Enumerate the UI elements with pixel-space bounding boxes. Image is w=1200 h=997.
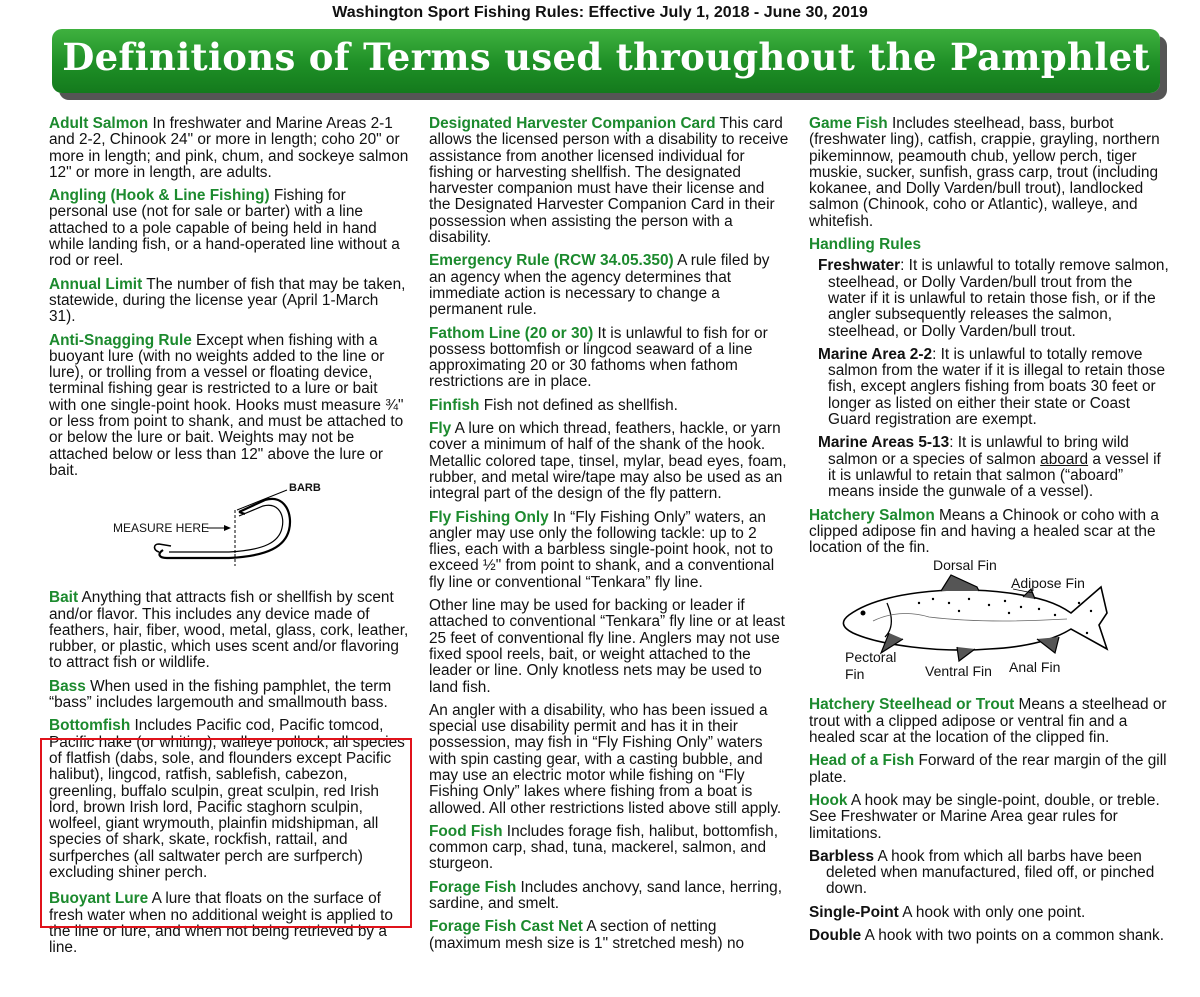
term: Adult Salmon xyxy=(49,115,149,132)
definition: Anything that attracts fish or shellfish by scent and/or flavor. This includes any device made of feathers, hair, fiber, wood, metal, glass, cork, leather, rubber, or plastic, which uses scent and/or flavoring to attract fish or wildlife. xyxy=(49,589,409,672)
entry-head-of-fish xyxy=(809,753,1171,786)
paragraph-disability: An angler with a disability, who has been issued a special use disability permit and has it in their possession, may fish in “Fly Fishing Only” waters with spin casting gear, with a casting bubble, and may use an electric motor while fishing on “Fly Fishing Only” lakes where fishing from a boat is allowed. All other restrictions listed above still apply. xyxy=(429,701,782,817)
entry-game-fish xyxy=(809,116,1171,230)
definition: Means a steelhead or trout with a clipped adipose or ventral fin and a healed scar at the location of the clipped fin. xyxy=(809,696,1167,747)
term: Fly Fishing Only xyxy=(429,508,549,526)
definition: Fish not defined as shellfish. xyxy=(479,396,678,414)
entry-bait xyxy=(49,590,409,671)
term: Annual Limit xyxy=(49,275,143,293)
definition: A hook with only one point. xyxy=(898,903,1086,921)
label-ventral-fin: Ventral Fin xyxy=(925,663,992,680)
entry-fathom-line xyxy=(429,326,789,391)
entry-food-fish xyxy=(429,824,789,873)
hook-barb-label: BARB xyxy=(289,482,321,495)
term: Hatchery Steelhead or Trout xyxy=(809,696,1015,714)
definition: A hook may be single-point, double, or treble. See Freshwater or Marine Area gear rules for limitations. xyxy=(809,791,1160,842)
hook-type-barbless xyxy=(809,849,1171,898)
entry-emergency-rule xyxy=(429,253,789,318)
entry-forage-fish-cast-net xyxy=(429,919,789,952)
definition: A hook with two points on a common shank. xyxy=(861,926,1165,944)
entry-hook xyxy=(809,793,1171,842)
definition: A section of netting (maximum mesh size is 1" stretched mesh) no xyxy=(429,918,745,952)
handling-freshwater xyxy=(818,258,1171,339)
definition: A lure on which thread, feathers, hackle, or yarn cover a minimum of half of the shank of the hook. Metallic colored tape, tinsel, mylar, bead eyes, foam, rubber, and metal wire/tape may also be used as an integral part of the design of the fly pattern. xyxy=(429,420,787,503)
definition: This card allows the licensed person with a disability to receive assistance from another licensed individual for fishing or harvesting shellfish. The designated harvester companion must have their license and the Designated Harvester Companion Card in their possession when assisting the person with a disability. xyxy=(429,115,789,247)
definition: Includes Pacific cod, Pacific tomcod, Pacific hake (or whiting), walleye pollock, all species of flatfish (dabs, sole, and flounders except Pacific halibut), lingcod, ratfish, sablefish, cabezon, greenling, buffalo sculpin, great sculpin, red Irish lord, brown Irish lord, Pacific staghorn sculpin, wolfeel, giant wrymouth, plainfin midshipman, all species of shark, skate, rockfish, rattail, and surfperches (all saltwater perch are surfperch) excluding shiner perch. xyxy=(49,717,405,881)
entry-bass xyxy=(49,679,409,712)
definition: a vessel if it is unlawful to retain that salmon (“aboard” means inside the gunwale of a vessel). xyxy=(828,450,1161,501)
label-dorsal-fin: Dorsal Fin xyxy=(933,557,997,574)
entry-handling-rules xyxy=(809,237,1171,253)
term: Forage Fish Cast Net xyxy=(429,918,583,936)
label-anal-fin: Anal Fin xyxy=(1009,659,1061,676)
term: Anti-Snagging Rule xyxy=(49,331,192,349)
hook-type-single-point xyxy=(809,905,1171,921)
subterm: Marine Area 2-2 xyxy=(818,345,933,363)
definition: When used in the fishing pamphlet, the term “bass” includes largemouth and smallmouth bass. xyxy=(49,677,392,712)
definition: In freshwater and Marine Areas 2-1 and 2-2, Chinook 24" or more in length; coho 20" or more in length; and pink, chum, and sockeye salmon 12" or more in length, are adults. xyxy=(49,115,409,181)
term: Hatchery Salmon xyxy=(809,506,935,524)
entry-forage-fish xyxy=(429,880,789,913)
bottomfish-highlight-box xyxy=(40,738,412,928)
entry-hatchery-steelhead xyxy=(809,697,1171,746)
term: Fathom Line (20 or 30) xyxy=(429,324,594,342)
definition: In “Fly Fishing Only” waters, an angler may use only the following tackle: up to 2 flies, each with a barbless single-point hook, not to exceed ½" from point to shank, and a conventional fly line or conventional “Tenkara” fly line. xyxy=(429,508,775,591)
entry-designated-harvester xyxy=(429,116,789,246)
definition: Except when fishing with a buoyant lure (with no weights added to the line or lure), or trolling from a vessel or floating device, terminal fishing gear is restricted to a lure or bait with one single-point hook. Hooks must measure ¾" or less from point to shank, and must be attached to or below the lure or bait. Weights may not be attached below or less than 12" above the lure or bait. xyxy=(49,331,404,479)
column-2 xyxy=(429,116,789,959)
paragraph-other-line: Other line may be used for backing or leader if attached to conventional “Tenkara” fly line or at least 25 feet of conventional fly line. Anglers may not use fixed spool reels, bait, or weight attached to the leader or line. Only knotless nets may be used to land fish. xyxy=(429,597,785,696)
definition: Means a Chinook or coho with a clipped adipose fin and having a healed scar at the location of the fin. xyxy=(809,506,1159,557)
term: Forage Fish xyxy=(429,878,517,896)
term: Food Fish xyxy=(429,822,503,840)
handling-marine-areas-5-13 xyxy=(818,435,1171,500)
term: Bass xyxy=(49,677,86,695)
definition: Includes steelhead, bass, burbot (freshwater ling), catfish, crappie, grayling, northern pikeminnow, peamouth chub, yellow perch, tiger muskie, sucker, sunfish, grass carp, trout (including kokanee, and Dolly Varden/bull trout), landlocked salmon (Chinook, coho or Atlantic), walleye, and whitefish. xyxy=(809,115,1160,230)
definition: Forward of the rear margin of the gill plate. xyxy=(809,752,1167,786)
term: Hook xyxy=(809,791,848,809)
term: Fly xyxy=(429,420,452,438)
entry-annual-limit xyxy=(49,277,409,326)
term: Bait xyxy=(49,589,79,607)
hook-figure xyxy=(49,482,409,578)
underlined-word: aboard xyxy=(1040,450,1089,468)
definition: It is unlawful to fish for or possess bottomfish or lingcod seaward of a line approximating 20 or 30 fathoms when fathom restrictions are in place. xyxy=(429,324,768,391)
fish-fin-figure xyxy=(809,557,1171,685)
entry-fly-fishing-only xyxy=(429,510,789,591)
definition: Includes anchovy, sand lance, herring, sardine, and smelt. xyxy=(429,878,783,913)
term: Game Fish xyxy=(809,115,888,132)
definition: : It is unlawful to bring wild salmon or a species of salmon xyxy=(828,434,1129,468)
term: Emergency Rule (RCW 34.05.350) xyxy=(429,252,674,270)
column-3 xyxy=(809,116,1171,951)
term: Handling Rules xyxy=(809,236,922,254)
subterm: Barbless xyxy=(809,847,875,865)
label-pectoral-fin: Pectoral Fin xyxy=(845,649,897,683)
subterm: Marine Areas 5-13 xyxy=(818,434,950,452)
page-header-title: Washington Sport Fishing Rules: Effective July 1, 2018 - June 30, 2019 xyxy=(332,4,868,21)
subterm: Single-Point xyxy=(809,903,899,921)
definition: Fishing for personal use (not for sale or barter) with a line attached to a pole capable of being held in hand while landing fish, or a hand-operated line without a rod or reel. xyxy=(49,187,400,270)
entry-angling xyxy=(49,188,409,269)
label-adipose-fin: Adipose Fin xyxy=(1011,575,1085,592)
entry-anti-snagging xyxy=(49,333,409,480)
term: Finfish xyxy=(429,396,480,414)
hook-measure-label: MEASURE HERE xyxy=(113,521,210,536)
handling-marine-area-2-2 xyxy=(818,347,1171,428)
term: Designated Harvester Companion Card xyxy=(429,115,716,132)
term: Angling (Hook & Line Fishing) xyxy=(49,187,270,205)
definition: : It is unlawful to totally remove salmon from the water if it is illegal to retain those fish, except anglers fishing from boats 30 feet or longer as listed on either their state or Coast Guard registration are exempt. xyxy=(828,345,1166,429)
banner-title: Definitions of Terms used throughout the Pamphlet xyxy=(62,35,1150,79)
term: Bottomfish xyxy=(49,717,131,735)
subterm: Double xyxy=(809,926,862,944)
term: Buoyant Lure xyxy=(49,890,149,908)
section-banner xyxy=(52,29,1160,93)
definition: A rule filed by an agency when the agency determines that immediate action is necessary to change a permanent rule. xyxy=(429,252,770,319)
definition: A lure that floats on the surface of fresh water when no additional weight is applied to the line or lure, and when not being retrieved by a line. xyxy=(49,890,393,957)
entry-fly xyxy=(429,421,789,502)
definition: A hook from which all barbs have been deleted when manufactured, filed off, or pinched down. xyxy=(826,847,1155,898)
hook-illustration xyxy=(49,486,409,578)
definition: Includes forage fish, halibut, bottomfish, common carp, shad, tuna, mackerel, salmon, and sturgeon. xyxy=(429,822,779,873)
hook-type-double xyxy=(809,928,1171,944)
entry-adult-salmon xyxy=(49,116,409,181)
definition: The number of fish that may be taken, statewide, during the license year (April 1-March 31). xyxy=(49,275,406,326)
entry-hatchery-salmon xyxy=(809,508,1171,557)
subterm: Freshwater xyxy=(818,257,901,275)
entry-finfish xyxy=(429,398,789,414)
term: Head of a Fish xyxy=(809,752,915,770)
definition: : It is unlawful to totally remove salmon, steelhead, or Dolly Varden/bull trout from the water if it is unlawful to retain those fish, or if the angler subsequently releases the salmon, steelhead, or Dolly Varden/bull trout. xyxy=(828,257,1169,340)
